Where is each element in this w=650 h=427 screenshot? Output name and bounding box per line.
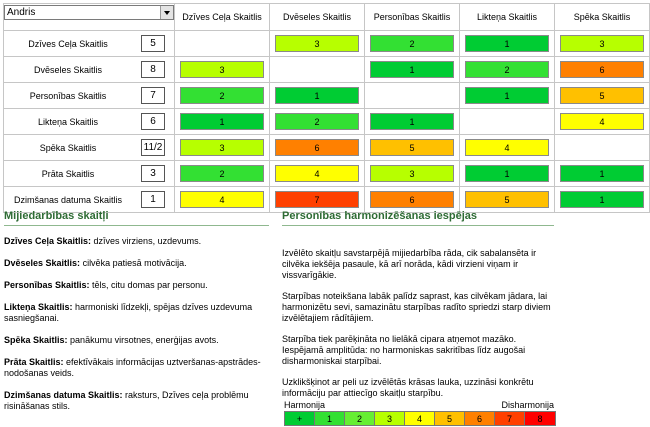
color-legend [284,411,556,426]
difference-bar[interactable]: 3 [180,139,264,156]
number-definitions [4,236,270,423]
difference-bar[interactable]: 1 [370,61,454,78]
matrix-cell [555,135,650,161]
difference-bar[interactable]: 5 [465,191,549,208]
difference-bar[interactable]: 1 [180,113,264,130]
row-label: Dvēseles Skaitlis [33,64,103,75]
row-label: Personības Skaitlis [29,90,107,101]
difference-bar[interactable]: 1 [465,165,549,182]
difference-bar[interactable]: 1 [560,165,644,182]
column-header: Spēka Skaitlis [555,4,650,31]
compatibility-matrix [3,3,650,213]
difference-bar[interactable]: 5 [370,139,454,156]
matrix-cell [460,83,555,109]
row-label: Spēka Skaitlis [39,142,97,153]
matrix-cell [270,57,365,83]
person-select[interactable] [4,5,174,20]
definition-text: efektīvākais informācijas uztveršanas-apstrādes-nodošanas veids. [4,357,261,378]
difference-bar[interactable]: 3 [275,35,359,52]
matrix-cell [365,57,460,83]
row-label: Prāta Skaitlis [41,168,95,179]
matrix-cell [365,135,460,161]
definition-item [4,390,270,412]
matrix-row [4,109,650,135]
difference-bar[interactable]: 1 [560,191,644,208]
matrix-row [4,135,650,161]
row-number-value: 1 [141,191,165,208]
definition-item [4,335,270,346]
definition-term: Dzīves Ceļa Skaitlis: [4,236,92,246]
matrix-row [4,187,650,213]
column-header: Likteņa Skaitlis [460,4,555,31]
difference-bar[interactable]: 2 [465,61,549,78]
matrix-row [4,83,650,109]
column-header: Dvēseles Skaitlis [270,4,365,31]
difference-bar[interactable]: 6 [275,139,359,156]
difference-bar[interactable]: 1 [275,87,359,104]
matrix-cell [555,57,650,83]
definition-text: dzīves virziens, uzdevums. [91,236,202,246]
info-paragraph: Uzklikšķinot ar peli uz izvēlētās krāsas lauka, uzzināsi konkrētu informāciju par attiecīgo skaitļu starpību. [282,377,534,398]
info-paragraph: Starpības noteikšana labāk palīdz saprast, kas cilvēkam jādara, lai harmonizētu sevi, samazinātu starpības radīto spriedzi starp diviem izvēlētajiem rādītājiem. [282,291,551,323]
legend-swatch: 7 [495,412,525,425]
difference-bar[interactable]: 3 [560,35,644,52]
matrix-cell [460,57,555,83]
row-header [4,135,175,161]
chevron-down-icon [164,11,170,15]
selector-cell [4,4,175,31]
definition-text: harmoniski līdzekļi, spējas dzīves uzdevuma sasniegšanai. [4,302,253,323]
difference-bar[interactable]: 6 [370,191,454,208]
matrix-cell [270,135,365,161]
row-number-value: 7 [141,87,165,104]
difference-bar[interactable]: 1 [465,35,549,52]
right-section-title: Personības harmonizēšanas iespējas [282,210,478,222]
matrix-cell [460,31,555,57]
matrix-cell [270,187,365,213]
definition-text: raksturs, Dzīves ceļa problēmu risināšanas stils. [4,390,249,411]
matrix-cell [175,57,270,83]
difference-bar[interactable]: 2 [370,35,454,52]
definition-text: cilvēka patiesā motivācija. [80,258,187,268]
matrix-cell [365,187,460,213]
definition-term: Likteņa Skaitlis: [4,302,73,312]
difference-bar[interactable]: 4 [465,139,549,156]
matrix-row [4,31,650,57]
difference-bar[interactable]: 1 [465,87,549,104]
definition-text: tēls, citu domas par personu. [89,280,208,290]
matrix-cell [555,109,650,135]
definition-item [4,357,270,379]
definition-term: Spēka Skaitlis: [4,335,68,345]
difference-bar[interactable]: 4 [180,191,264,208]
row-number-value: 6 [141,113,165,130]
matrix-cell [175,109,270,135]
difference-bar[interactable]: 2 [180,165,264,182]
row-header [4,83,175,109]
info-paragraph: Izvēlēto skaitļu savstarpējā mijiedarbība rāda, cik sabalansēta ir cilvēka iekšēja pasaule, kā arī norāda, kādi virzieni viņam ir vissvarīgākie. [282,248,537,280]
difference-bar[interactable]: 4 [560,113,644,130]
legend-swatch: 4 [405,412,435,425]
matrix-cell [555,161,650,187]
row-number-value: 8 [141,61,165,78]
difference-bar[interactable]: 7 [275,191,359,208]
row-header [4,57,175,83]
difference-bar[interactable]: 6 [560,61,644,78]
matrix-cell [175,161,270,187]
matrix-cell [365,83,460,109]
legend-swatch: 3 [375,412,405,425]
matrix-cell [365,31,460,57]
definition-item [4,236,270,247]
row-number-value: 11/2 [141,139,165,156]
right-section-divider [282,225,554,226]
legend-swatch: 5 [435,412,465,425]
left-section-divider [4,225,269,226]
column-header: Dzīves Ceļa Skaitlis [175,4,270,31]
row-header [4,109,175,135]
difference-bar[interactable]: 2 [180,87,264,104]
legend-swatch: 1 [315,412,345,425]
matrix-cell [270,31,365,57]
harmonization-text [282,248,554,409]
row-header [4,161,175,187]
row-label: Likteņa Skaitlis [37,116,99,127]
difference-bar[interactable]: 4 [275,165,359,182]
row-number-value: 5 [141,35,165,52]
difference-bar[interactable]: 3 [370,165,454,182]
matrix-row [4,161,650,187]
column-header: Personības Skaitlis [365,4,460,31]
matrix-cell [175,31,270,57]
definition-term: Personības Skaitlis: [4,280,90,290]
matrix-cell [270,161,365,187]
difference-bar[interactable]: 5 [560,87,644,104]
dropdown-button[interactable] [160,6,173,19]
row-header [4,187,175,213]
matrix-row [4,57,650,83]
matrix-cell [175,83,270,109]
matrix-cell [555,83,650,109]
legend-harmony-label: Harmonija [284,400,326,410]
matrix-cell [460,109,555,135]
matrix-cell [555,187,650,213]
legend-swatch: 6 [465,412,495,425]
legend-swatch: 2 [345,412,375,425]
definition-item [4,302,270,324]
matrix-cell [460,187,555,213]
legend-disharmony-label: Disharmonija [501,400,554,410]
legend-swatch: + [285,412,315,425]
info-paragraph: Starpība tiek parēķināta no lielākā cipara atņemot mazāko. Iespējamā amplitūda: no harmoniskas sakritības līdz augošai disharmoniskai starpībai. [282,334,526,366]
matrix-cell [270,109,365,135]
definition-term: Prāta Skaitlis: [4,357,64,367]
definition-text: panākumu virsotnes, enerģijas avots. [67,335,219,345]
matrix-cell [365,161,460,187]
matrix-cell [175,135,270,161]
row-number-value: 3 [141,165,165,182]
difference-bar[interactable]: 1 [370,113,454,130]
definition-term: Dzimšanas datuma Skaitlis: [4,390,123,400]
difference-bar[interactable]: 3 [180,61,264,78]
definition-item [4,280,270,291]
matrix-cell [175,187,270,213]
matrix-cell [460,135,555,161]
row-label: Dzimšanas datuma Skaitlis [13,194,123,205]
difference-bar[interactable]: 2 [275,113,359,130]
person-select-value: Andris [7,7,36,18]
row-header [4,31,175,57]
row-label: Dzīves Ceļa Skaitlis [28,38,108,49]
matrix-cell [555,31,650,57]
left-section-title: Mijiedarbības skaitļi [4,210,109,222]
matrix-cell [270,83,365,109]
matrix-cell [460,161,555,187]
legend-swatch: 8 [525,412,555,425]
definition-item [4,258,270,269]
definition-term: Dvēseles Skaitlis: [4,258,81,268]
matrix-cell [365,109,460,135]
